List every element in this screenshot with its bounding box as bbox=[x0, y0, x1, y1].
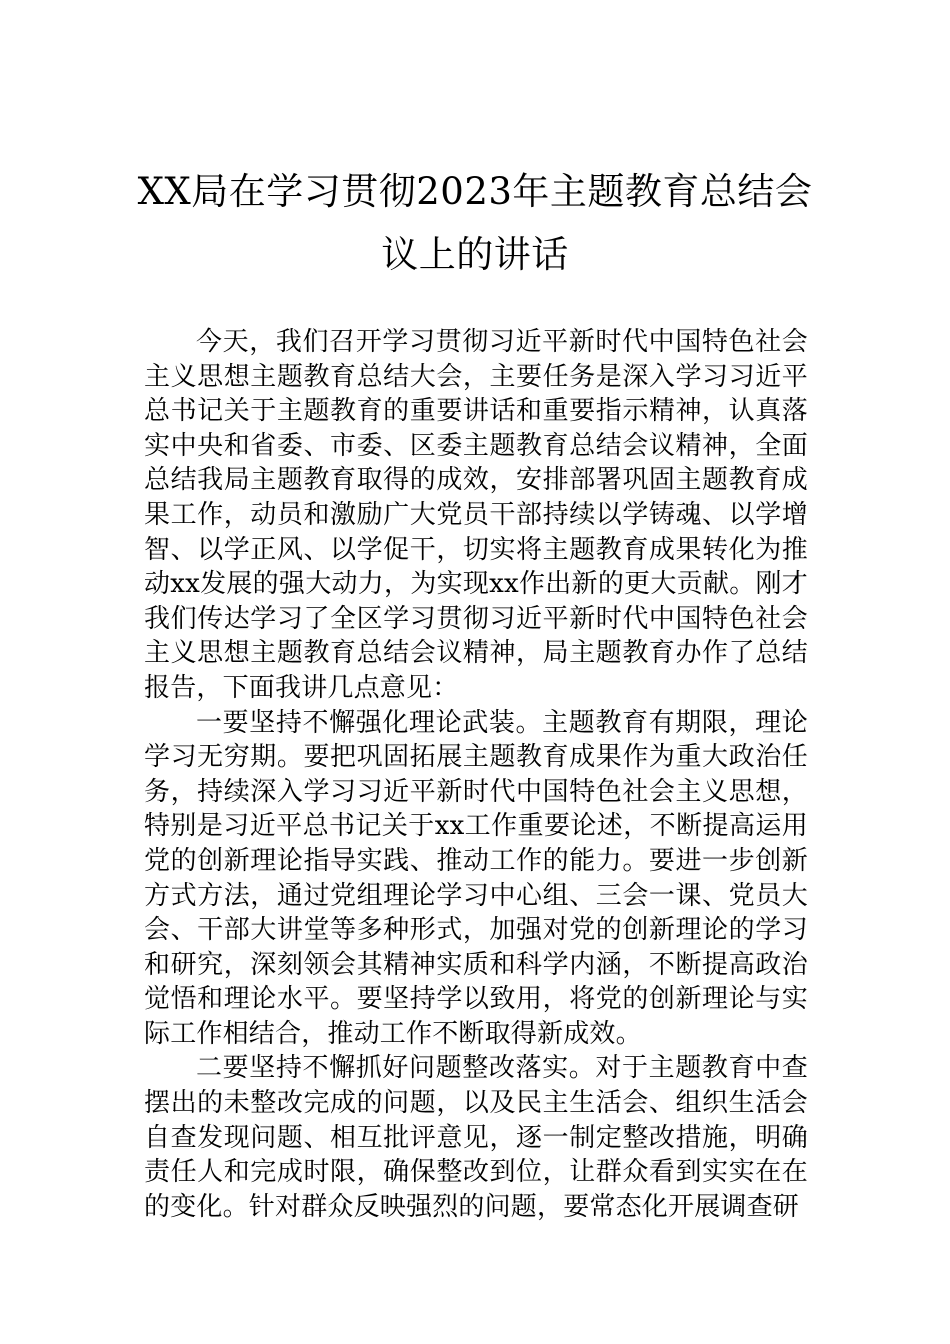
paragraph-point-1: 一要坚持不懈强化理论武装。主题教育有期限，理论学习无穷期。要把巩固拓展主题教育成果作为重大政治任务，持续深入学习习近平新时代中国特色社会主义思想，特别是习近平总书记关于xx工作重要论述，不断提高运用党的创新理论指导实践、推动工作的能力。要进一步创新方式方法，通过党组理论学习中心组、三会一课、党员大会、干部大讲堂等多种形式，加强对党的创新理论的学习和研究，深刻领会其精神实质和科学内涵，不断提高政治觉悟和理论水平。要坚持学以致用，将党的创新理论与实际工作相结合，推动工作不断取得新成效。 bbox=[144, 707, 808, 1049]
document-body bbox=[144, 325, 808, 1224]
document-title bbox=[130, 160, 820, 286]
paragraph-point-2: 二要坚持不懈抓好问题整改落实。对于主题教育中查摆出的未整改完成的问题，以及民主生活会、组织生活会自查发现问题、相互批评意见，逐一制定整改措施，明确责任人和完成时限，确保整改到位，让群众看到实实在在的变化。针对群众反映强烈的问题，要常态化开展调查研 bbox=[144, 1053, 808, 1222]
paragraph-intro: 今天，我们召开学习贯彻习近平新时代中国特色社会主义思想主题教育总结大会，主要任务是深入学习习近平总书记关于主题教育的重要讲话和重要指示精神，认真落实中央和省委、市委、区委主题教育总结会议精神，全面总结我局主题教育取得的成效，安排部署巩固主题教育成果工作，动员和激励广大党员干部持续以学铸魂、以学增智、以学正风、以学促干，切实将主题教育成果转化为推动xx发展的强大动力，为实现xx作出新的更大贡献。刚才我们传达学习了全区学习贯彻习近平新时代中国特色社会主义思想主题教育总结会议精神，局主题教育办作了总结报告，下面我讲几点意见： bbox=[144, 327, 808, 703]
title-line-1: XX局在学习贯彻2023年主题教育总结会 bbox=[137, 170, 813, 213]
title-line-2: 议上的讲话 bbox=[381, 233, 569, 276]
